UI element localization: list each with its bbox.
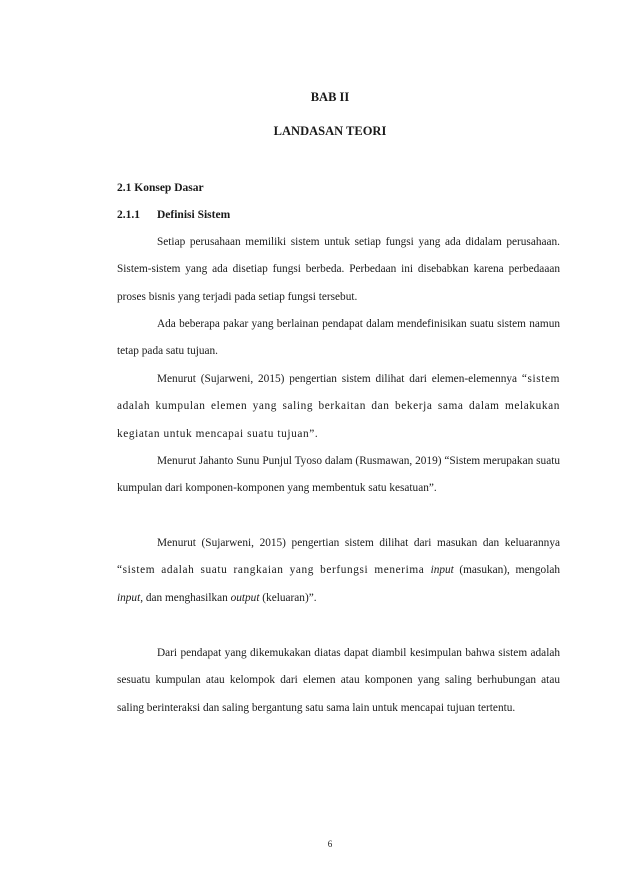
paragraph-5-quote-b: (masukan), mengolah xyxy=(453,564,560,577)
paragraph-6-text: Dari pendapat yang dikemukakan diatas dapat diambil kesimpulan bahwa sistem adalah sesuatu kumpulan atau kelompok dari elemen atau komponen yang saling berhubungan atau saling berinteraksi dan saling bergantung satu sama lain untuk mencapai tujuan tertentu. xyxy=(117,647,560,714)
paragraph-5-quote-d: (keluaran)”. xyxy=(259,591,317,604)
paragraph-5-output: output xyxy=(230,591,260,604)
section-heading: 2.1 Konsep Dasar xyxy=(117,182,204,194)
paragraph-6 xyxy=(117,640,560,722)
paragraph-1-text: Setiap perusahaan memiliki sistem untuk setiap fungsi yang ada didalam perusahaan. Sistem-sistem yang ada disetiap fungsi berbeda. Perbedaan ini disebabkan karena perbedaaan proses bisnis yang terjadi pada setiap fungsi tersebut. xyxy=(117,236,560,303)
chapter-number: BAB II xyxy=(310,90,350,104)
paragraph-5-quote-c: , dan menghasilkan xyxy=(140,591,231,604)
paragraph-4 xyxy=(117,448,560,503)
paragraph-2 xyxy=(117,311,560,366)
subsection-heading xyxy=(117,209,230,221)
chapter-title: LANDASAN TEORI xyxy=(273,124,387,138)
paragraph-5-intro: Menurut (Sujarweni, 2015) pengertian sistem dilihat dari masukan dan keluarannya xyxy=(157,537,560,549)
paragraph-5-input-1: input xyxy=(430,564,454,577)
paragraph-3 xyxy=(117,366,560,448)
paragraph-4-text: Menurut Jahanto Sunu Punjul Tyoso dalam (Rusmawan, 2019) “Sistem merupakan suatu kumpulan dari komponen-komponen yang membentuk satu kesatuan”. xyxy=(117,455,560,495)
subsection-number: 2.1.1 xyxy=(117,209,140,221)
paragraph-1 xyxy=(117,229,560,311)
paragraph-3-quote: “sistem adalah kumpulan elemen yang saling berkaitan dan bekerja sama dalam melakukan kegiatan untuk mencapai suatu tujuan”. xyxy=(117,373,560,440)
paragraph-2-text: Ada beberapa pakar yang berlainan pendapat dalam mendefinisikan suatu sistem namun tetap pada satu tujuan. xyxy=(117,318,560,358)
paragraph-5 xyxy=(117,530,560,612)
paragraph-3-intro: Menurut (Sujarweni, 2015) pengertian sistem dilihat dari elemen-elemennya xyxy=(157,373,522,385)
subsection-title: Definisi Sistem xyxy=(157,209,231,221)
paragraph-5-quote-a: “sistem adalah suatu rangkaian yang berfungsi menerima xyxy=(117,564,431,577)
paragraph-5-input-2: input xyxy=(117,591,141,604)
page-number: 6 xyxy=(327,839,333,849)
